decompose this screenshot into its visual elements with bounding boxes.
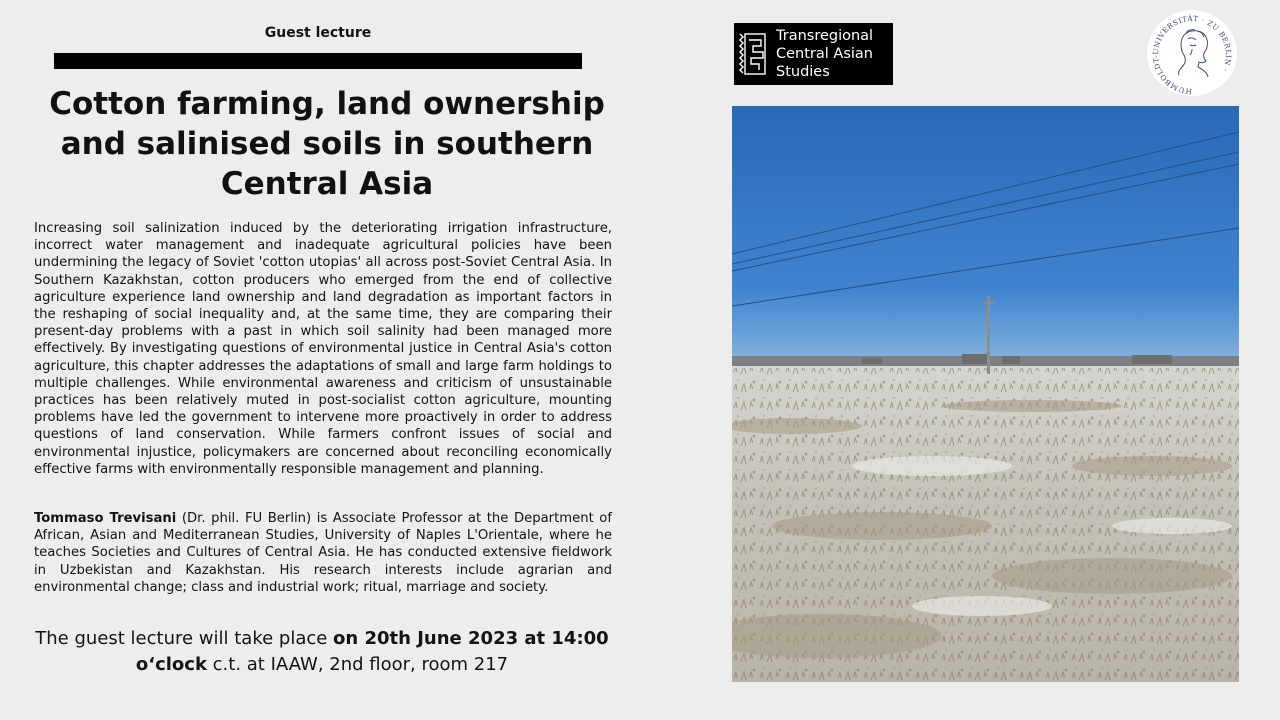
- event-type-label: Guest lecture: [264, 25, 372, 41]
- tcas-logo-mark-icon: [738, 28, 770, 80]
- event-location: c.t. at IAAW, 2nd floor, room 217: [206, 654, 509, 675]
- tcas-logo: [734, 23, 893, 85]
- logo-line-1: Transregional: [776, 28, 874, 44]
- speaker-bio: [34, 510, 612, 596]
- tcas-logo-text: [776, 27, 873, 81]
- event-date-time: on 20th June 2023 at 14:00 o‘clock: [135, 628, 609, 675]
- seal-text: HUMBOLDT-UNIVERSITÄT · ZU BERLIN ·: [1150, 13, 1234, 97]
- abstract-paragraph: Increasing soil salinization induced by the deteriorating irrigation infrastructure, incorrect water management and inadequate agricultural policies have been undermining the legacy of Soviet 'cotton utopias' all across post-Soviet Central Asia. In Southern Kazakhstan, cotton producers who emerged from the end of collective agriculture experience land ownership and land degradation as important factors in the reshaping of social inequality and, at the same time, they are comparing their present-day problems with a past in which soil salinity had been managed more effectively. By investigating questions of environmental justice in Central Asia's cotton agriculture, this chapter addresses the adaptations of small and large farm holdings to multiple challenges. While environmental awareness and criticism of unsustainable practices has been relatively muted in post-socialist cotton agriculture, mounting problems have led the government to intervene more proactively in order to address questions of land conservation. While farmers confront issues of social and environmental injustice, policymakers are concerned about reconciling economically effective farms with environmentally responsible management and planning.: [34, 221, 612, 477]
- humboldt-university-seal: [1146, 9, 1238, 97]
- landscape-photo: [732, 106, 1239, 682]
- lecture-title: [34, 84, 620, 204]
- salinized-field-illustration: [732, 106, 1239, 682]
- logo-line-2: Central Asian: [776, 46, 873, 62]
- speaker-name: Tommaso Trevisani: [34, 511, 177, 526]
- title-line-3: Central Asia: [220, 166, 434, 202]
- title-line-1: Cotton farming, land ownership: [49, 86, 605, 122]
- logo-line-3: Studies: [776, 64, 830, 80]
- event-details: [30, 626, 614, 678]
- header-rule: [54, 53, 582, 69]
- utility-pole: [987, 296, 990, 374]
- sky: [732, 106, 1239, 368]
- event-prefix: The guest lecture will take place: [35, 628, 334, 649]
- speaker-bio-text: (Dr. phil. FU Berlin) is Associate Professor at the Department of African, Asian and Mediterranean Studies, University of Naples L'Orientale, where he teaches Societies and Cultures of Central Asia. He has conducted extensive fieldwork in Uzbekistan and Kazakhstan. His research interests include agrarian and environmental change; class and industrial work; ritual, marriage and society.: [34, 511, 613, 595]
- title-line-2: and salinised soils in southern: [60, 126, 594, 162]
